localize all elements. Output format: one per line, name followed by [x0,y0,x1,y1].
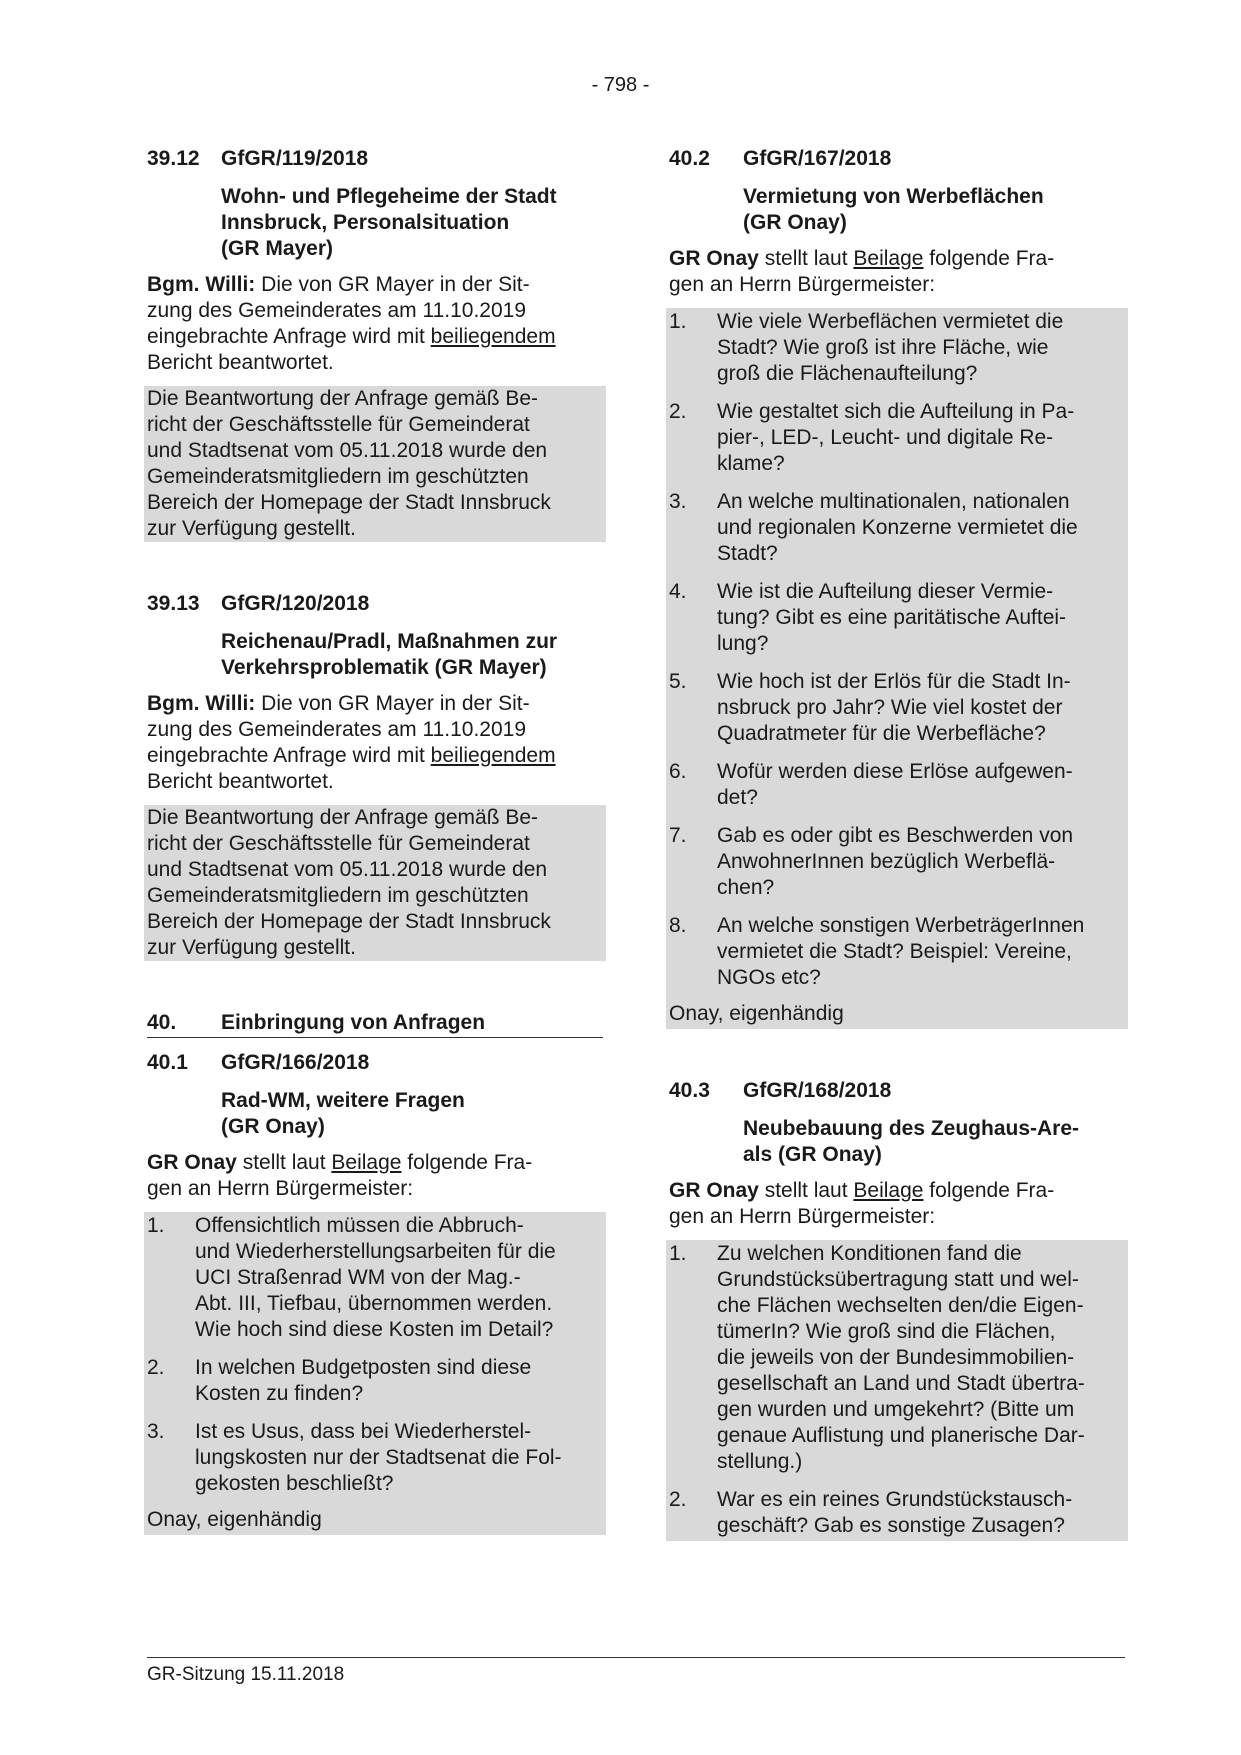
item-code: GfGR/166/2018 [221,1051,370,1074]
text: gen wurden und umgekehrt? (Bitte um [717,1398,1075,1421]
question-number: 4. [669,580,687,603]
text: Bereich der Homepage der Stadt Innsbruck [147,910,551,933]
signature: Onay, eigenhändig [147,1508,322,1531]
speaker: Bgm. Willi: [147,692,256,715]
title-line: (GR Mayer) [221,237,334,260]
text: lungskosten nur der Stadtsenat die Fol- [195,1446,562,1469]
title-line: Verkehrsproblematik (GR Mayer) [221,656,547,679]
intro-paragraph [669,1178,1125,1230]
question-number: 7. [669,824,687,847]
text: genaue Auflistung und planerische Dar- [717,1424,1085,1447]
item-code: GfGR/119/2018 [221,147,369,170]
item-number: 40.2 [669,147,710,170]
text: War es ein reines Grundstückstausch- [717,1488,1073,1511]
title-line: Neubebauung des Zeughaus-Are- [743,1117,1080,1140]
text: Wie viele Werbeflächen vermietet die [717,310,1064,333]
text: gekosten beschließt? [195,1472,394,1495]
item-code: GfGR/120/2018 [221,592,370,615]
text: chen? [717,876,775,899]
text: Die von GR Mayer in der Sit- [255,273,530,296]
item-number: 39.12 [147,147,200,170]
text: folgende Fra- [923,247,1055,270]
question-list [666,1240,1128,1541]
text: groß die Flächenaufteilung? [717,362,978,385]
shaded-note [144,805,606,961]
text: die jeweils von der Bundesimmobilien- [717,1346,1075,1369]
text: Gemeinderatsmitgliedern im geschützten [147,465,529,488]
item-heading [147,1050,603,1076]
text: gen an Herrn Bürgermeister: [147,1177,414,1200]
page-number: - 798 - [591,74,650,96]
question-number: 5. [669,670,687,693]
text: AnwohnerInnen bezüglich Werbeflä- [717,850,1056,873]
text: tung? Gibt es eine paritätische Auftei- [717,606,1067,629]
text: und Wiederherstellungsarbeiten für die [195,1240,556,1263]
text: che Flächen wechselten den/die Eigen- [717,1294,1084,1317]
item-title [221,629,603,681]
text: Quadratmeter für die Werbefläche? [717,722,1046,745]
question-item [669,913,1125,991]
text: richt der Geschäftsstelle für Gemeinderat [147,832,530,855]
item-heading [669,146,1125,172]
section-number: 40. [147,1011,177,1034]
attachment-link[interactable]: Beilage [853,1179,924,1202]
text: zur Verfügung gestellt. [147,517,356,540]
item-number: 39.13 [147,592,200,615]
title-line: Vermietung von Werbeflächen [743,185,1044,208]
text: Wie gestaltet sich die Aufteilung in Pa- [717,400,1075,423]
question-item [669,759,1125,811]
text: NGOs etc? [717,966,821,989]
text: gen an Herrn Bürgermeister: [669,1205,936,1228]
footer: GR-Sitzung 15.11.2018 [147,1664,345,1685]
signature: Onay, eigenhändig [669,1002,844,1025]
question-number: 6. [669,760,687,783]
text: stellt laut [758,247,854,270]
question-number: 1. [669,1242,687,1265]
question-number: 3. [669,490,687,513]
text: Stadt? [717,542,778,565]
title-line: Rad-WM, weitere Fragen [221,1089,465,1112]
question-item [669,669,1125,747]
question-item [669,579,1125,657]
shaded-note [144,386,606,542]
attachment-link[interactable]: beiliegendem [430,744,556,767]
intro-paragraph [669,246,1125,298]
text: Abt. III, Tiefbau, übernommen werden. [195,1292,553,1315]
text: An welche multinationalen, nationalen [717,490,1070,513]
text: In welchen Budgetposten sind diese [195,1356,532,1379]
item-40-2 [669,146,1125,1029]
text: nsbruck pro Jahr? Wie viel kostet der [717,696,1063,719]
item-title [743,1116,1125,1168]
text: eingebrachte Anfrage wird mit [147,325,431,348]
text: klame? [717,452,785,475]
text: richt der Geschäftsstelle für Gemeinderat [147,413,530,436]
text: Ist es Usus, dass bei Wiederherstel- [195,1420,532,1443]
text: Gemeinderatsmitgliedern im geschützten [147,884,529,907]
question-item [669,1487,1125,1539]
section-heading [147,1010,603,1038]
text: eingebrachte Anfrage wird mit [147,744,431,767]
speaker: GR Onay [147,1151,237,1174]
title-line: Innsbruck, Personalsituation [221,211,510,234]
text: Wofür werden diese Erlöse aufgewen- [717,760,1073,783]
question-item [669,309,1125,387]
text: Wie hoch ist der Erlös für die Stadt In- [717,670,1071,693]
text: pier-, LED-, Leucht- und digitale Re- [717,426,1054,449]
text: stellt laut [758,1179,854,1202]
attachment-link[interactable]: beiliegendem [430,325,556,348]
question-number: 2. [669,400,687,423]
item-code: GfGR/167/2018 [743,147,892,170]
text: gen an Herrn Bürgermeister: [669,273,936,296]
text: tümerIn? Wie groß sind die Flächen, [717,1320,1056,1343]
text: Wie ist die Aufteilung dieser Vermie- [717,580,1054,603]
item-code: GfGR/168/2018 [743,1079,892,1102]
question-item [669,823,1125,901]
text: zur Verfügung gestellt. [147,936,356,959]
section-title: Einbringung von Anfragen [221,1011,486,1034]
item-40-1 [147,1050,603,1535]
text: Grundstücksübertragung statt und wel- [717,1268,1079,1291]
text: Offensichtlich müssen die Abbruch- [195,1214,524,1237]
item-40-3 [669,1078,1125,1541]
title-line: Wohn- und Pflegeheime der Stadt [221,185,557,208]
question-number: 1. [147,1214,165,1237]
text: Die Beantwortung der Anfrage gemäß Be- [147,806,539,829]
text: Gab es oder gibt es Beschwerden von [717,824,1074,847]
answer-paragraph [147,691,603,795]
question-item [147,1355,603,1407]
attachment-link[interactable]: Beilage [331,1151,402,1174]
text: lung? [717,632,769,655]
title-line: (GR Onay) [221,1115,325,1138]
speaker: GR Onay [669,247,759,270]
text: Bericht beantwortet. [147,351,334,374]
speaker: Bgm. Willi: [147,273,256,296]
item-39-13 [147,591,603,961]
title-line: als (GR Onay) [743,1143,882,1166]
text: Bereich der Homepage der Stadt Innsbruck [147,491,551,514]
question-item [669,399,1125,477]
item-number: 40.1 [147,1051,188,1074]
text: Bericht beantwortet. [147,770,334,793]
text: geschäft? Gab es sonstige Zusagen? [717,1514,1065,1537]
question-item [147,1419,603,1497]
text: zung des Gemeinderates am 11.10.2019 [147,299,527,322]
question-list [666,308,1128,1029]
item-title [743,184,1125,236]
item-title [221,1088,603,1140]
item-heading [147,146,603,172]
text: gesellschaft an Land und Stadt übertra- [717,1372,1085,1395]
text: folgende Fra- [923,1179,1055,1202]
question-number: 2. [669,1488,687,1511]
text: stellung.) [717,1450,803,1473]
item-heading [147,591,603,617]
text: UCI Straßenrad WM von der Mag.- [195,1266,521,1289]
title-line: Reichenau/Pradl, Maßnahmen zur [221,630,558,653]
question-list [144,1212,606,1535]
item-heading [669,1078,1125,1104]
text: Die Beantwortung der Anfrage gemäß Be- [147,387,539,410]
question-item [147,1213,603,1343]
attachment-link[interactable]: Beilage [853,247,924,270]
speaker: GR Onay [669,1179,759,1202]
text: An welche sonstigen WerbeträgerInnen [717,914,1085,937]
question-number: 3. [147,1420,165,1443]
title-line: (GR Onay) [743,211,847,234]
right-column [669,146,1125,1541]
intro-paragraph [147,1150,603,1202]
text: und Stadtsenat vom 05.11.2018 wurde den [147,439,548,462]
footer-divider [147,1657,1125,1658]
text: zung des Gemeinderates am 11.10.2019 [147,718,527,741]
question-item [669,1241,1125,1475]
text: stellt laut [236,1151,332,1174]
text: und Stadtsenat vom 05.11.2018 wurde den [147,858,548,881]
item-number: 40.3 [669,1079,710,1102]
question-item [669,489,1125,567]
item-title [221,184,603,262]
text: det? [717,786,758,809]
text: Wie hoch sind diese Kosten im Detail? [195,1318,554,1341]
text: vermietet die Stadt? Beispiel: Vereine, [717,940,1072,963]
question-number: 1. [669,310,687,333]
question-number: 8. [669,914,687,937]
text: Kosten zu finden? [195,1382,364,1405]
text: Zu welchen Konditionen fand die [717,1242,1022,1265]
text: Die von GR Mayer in der Sit- [255,692,530,715]
text: folgende Fra- [401,1151,533,1174]
answer-paragraph [147,272,603,376]
text: Stadt? Wie groß ist ihre Fläche, wie [717,336,1049,359]
question-number: 2. [147,1356,165,1379]
text: und regionalen Konzerne vermietet die [717,516,1078,539]
left-column [147,146,603,1535]
item-39-12 [147,146,603,542]
